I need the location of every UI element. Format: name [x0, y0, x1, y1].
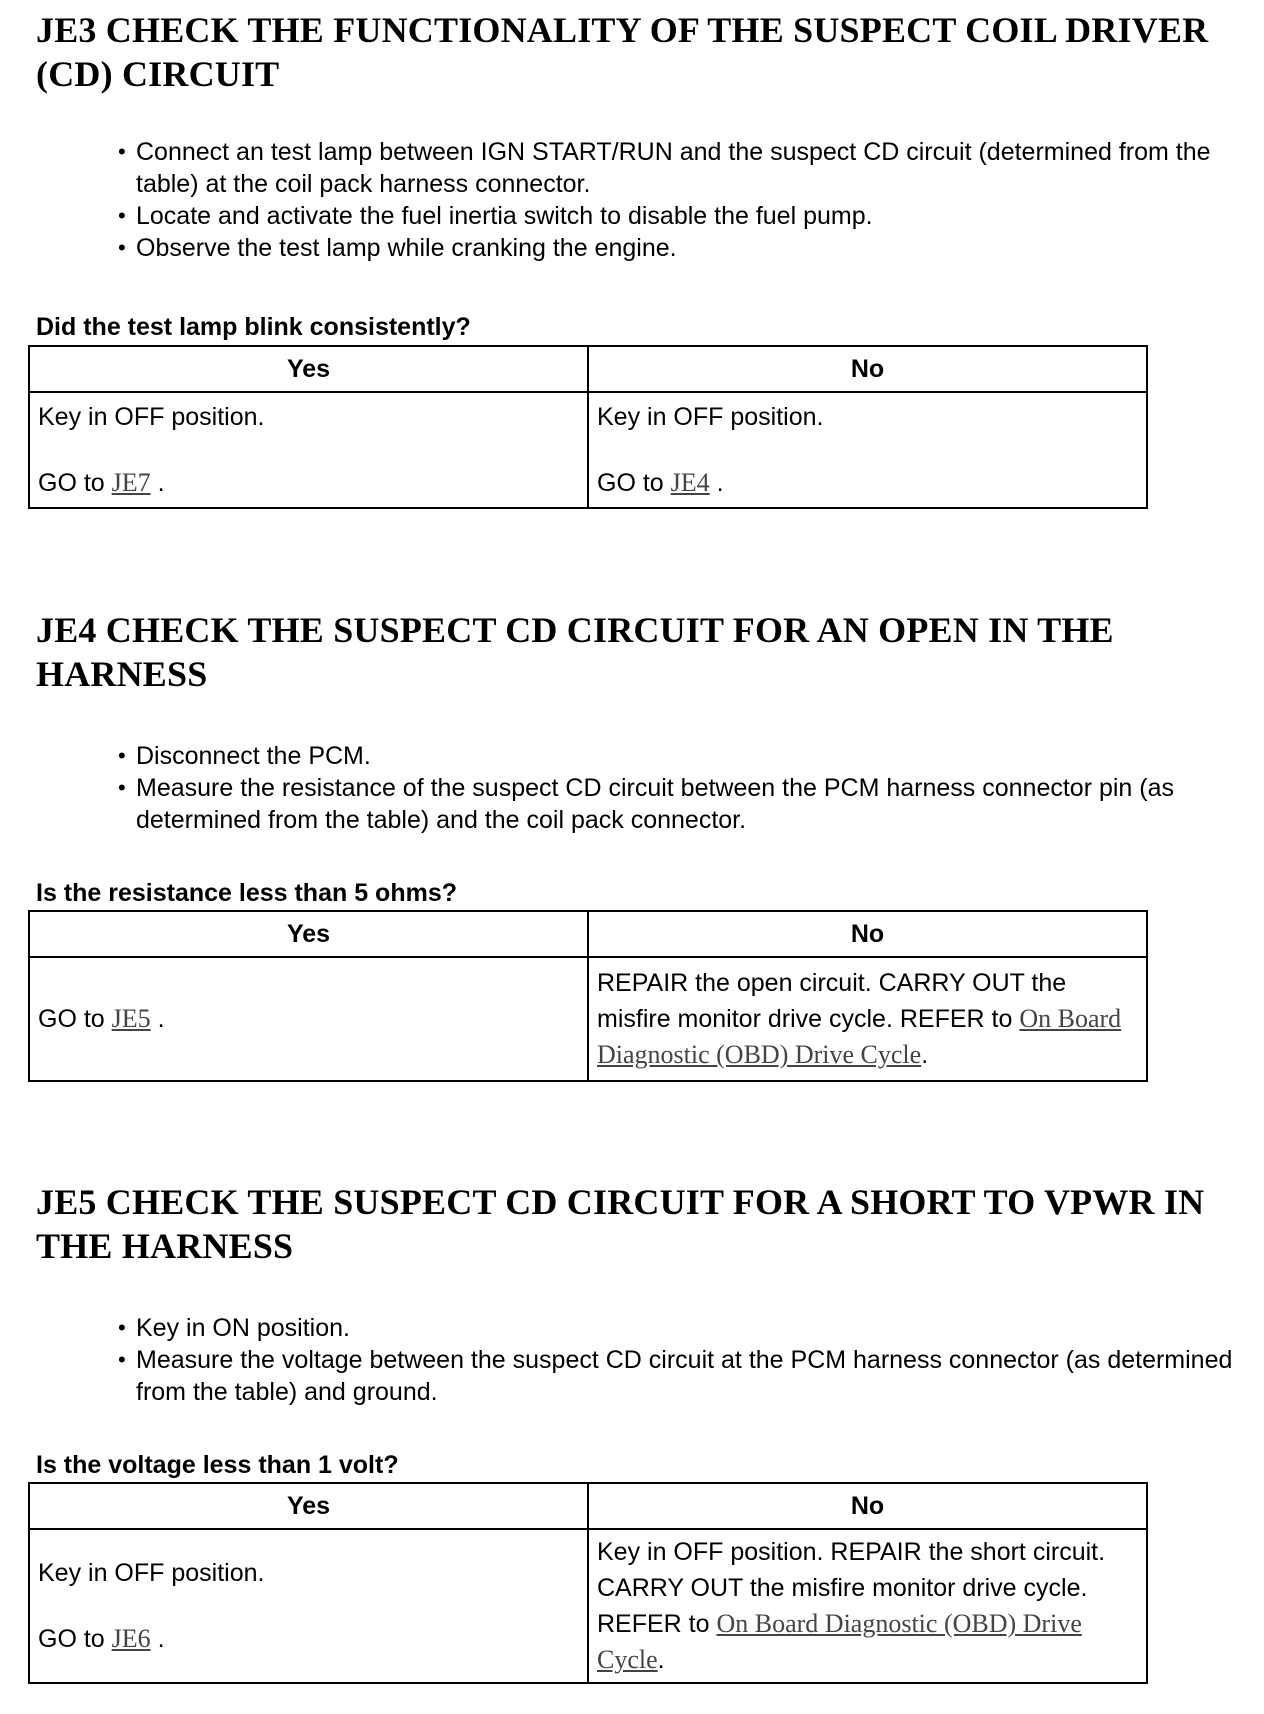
- je5-answer-table: [28, 1482, 1148, 1684]
- step-item: [118, 772, 1238, 836]
- period: .: [921, 1041, 929, 1069]
- go-to-label: GO to: [38, 469, 105, 497]
- step-item: [118, 740, 1238, 772]
- je5-steps: [118, 1312, 1238, 1408]
- je3-heading: JE3 CHECK THE FUNCTIONALITY OF THE SUSPECT COIL DRIVER (CD) CIRCUIT: [36, 10, 1209, 94]
- je4-steps: [118, 740, 1238, 836]
- no-cell: [588, 1529, 1147, 1683]
- yes-cell: [29, 1529, 588, 1683]
- step-text: Locate and activate the fuel inertia switch to disable the fuel pump.: [136, 202, 873, 230]
- bullet-icon: •: [118, 203, 126, 228]
- link-obd-drive-cycle[interactable]: On Board Diagnostic (OBD) Drive Cycle: [597, 1004, 1122, 1069]
- go-to-label: GO to: [38, 1625, 105, 1653]
- je3-answer-table: [28, 345, 1148, 509]
- step-text: Measure the resistance of the suspect CD circuit between the PCM harness connector pin (as determined from the table) and the coil pack connector.: [136, 774, 1175, 834]
- period: .: [157, 469, 165, 497]
- step-text: Disconnect the PCM.: [136, 742, 371, 770]
- no-column-header: No: [588, 346, 1147, 392]
- step-text: Key in ON position.: [136, 1314, 350, 1342]
- no-cell: [588, 957, 1147, 1081]
- bullet-icon: •: [118, 743, 126, 768]
- yes-cell: [29, 392, 588, 508]
- period: .: [657, 1646, 665, 1674]
- step-text: Connect an test lamp between IGN START/RUN and the suspect CD circuit (determined from the table) at the coil pack harness connector.: [136, 138, 1211, 198]
- go-to-label: GO to: [38, 1005, 105, 1033]
- yes-text: Key in OFF position.: [38, 403, 265, 431]
- je3-question: Did the test lamp blink consistently?: [36, 313, 471, 341]
- bullet-icon: •: [118, 1315, 126, 1340]
- yes-column-header: Yes: [29, 911, 588, 957]
- link-je7[interactable]: JE7: [111, 468, 151, 497]
- step-item: [118, 200, 1238, 232]
- link-obd-drive-cycle[interactable]: On Board Diagnostic (OBD) Drive Cycle: [597, 1609, 1082, 1674]
- je4-heading: JE4 CHECK THE SUSPECT CD CIRCUIT FOR AN OPEN IN THE HARNESS: [36, 610, 1114, 694]
- no-column-header: No: [588, 911, 1147, 957]
- step-text: Observe the test lamp while cranking the engine.: [136, 234, 677, 262]
- no-column-header: No: [588, 1483, 1147, 1529]
- je5-question: Is the voltage less than 1 volt?: [36, 1451, 399, 1479]
- yes-text: Key in OFF position.: [38, 1559, 265, 1587]
- go-to-label: GO to: [597, 469, 664, 497]
- no-cell: [588, 392, 1147, 508]
- bullet-icon: •: [118, 139, 126, 164]
- no-text: Key in OFF position. REPAIR the short circuit. CARRY OUT the misfire monitor drive cycle. REFER to: [597, 1538, 1106, 1638]
- link-je4[interactable]: JE4: [670, 468, 710, 497]
- bullet-icon: •: [118, 235, 126, 260]
- period: .: [716, 469, 724, 497]
- step-text: Measure the voltage between the suspect CD circuit at the PCM harness connector (as determined from the table) and ground.: [136, 1346, 1233, 1406]
- step-item: [118, 1344, 1238, 1408]
- link-je5[interactable]: JE5: [111, 1004, 151, 1033]
- bullet-icon: •: [118, 775, 126, 800]
- step-item: [118, 136, 1238, 200]
- je5-heading: JE5 CHECK THE SUSPECT CD CIRCUIT FOR A SHORT TO VPWR IN THE HARNESS: [36, 1182, 1205, 1266]
- yes-column-header: Yes: [29, 346, 588, 392]
- bullet-icon: •: [118, 1347, 126, 1372]
- je4-answer-table: [28, 910, 1148, 1082]
- je4-question: Is the resistance less than 5 ohms?: [36, 879, 457, 907]
- period: .: [157, 1625, 165, 1653]
- no-text: Key in OFF position.: [597, 403, 824, 431]
- step-item: [118, 232, 1238, 264]
- link-je6[interactable]: JE6: [111, 1624, 151, 1653]
- period: .: [157, 1005, 165, 1033]
- yes-column-header: Yes: [29, 1483, 588, 1529]
- yes-cell: [29, 957, 588, 1081]
- no-text: REPAIR the open circuit. CARRY OUT the misfire monitor drive cycle. REFER to: [597, 969, 1067, 1033]
- je3-steps: [118, 136, 1238, 264]
- step-item: [118, 1312, 1238, 1344]
